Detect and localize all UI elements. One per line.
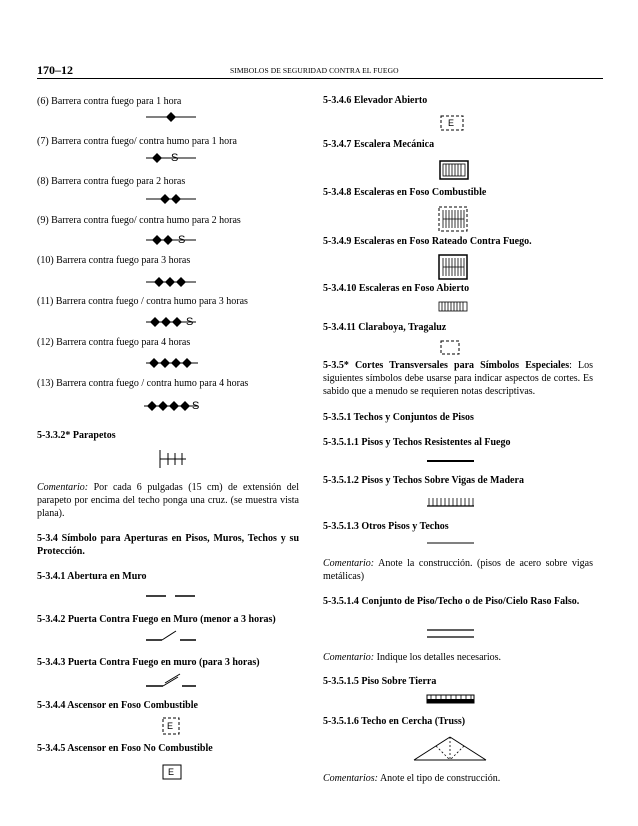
smoke-letter: S <box>186 316 194 328</box>
comment-text: Indique los detalles necesarios. <box>374 652 502 663</box>
comment-53516 <box>323 772 593 785</box>
item-5342: 5-3.4.2 Puerta Contra Fuego en Muro (menor a 3 horas) <box>37 614 276 625</box>
item-53515: 5-3.5.1.5 Piso Sobre Tierra <box>323 676 437 687</box>
comment-text: Anote la construcción. (pisos de acero sobre vigas metálicas) <box>323 558 593 582</box>
truss-roof-symbol <box>0 0 1 1</box>
page-number: 170–12 <box>37 63 73 77</box>
item-53511: 5-3.5.1.1 Pisos y Techos Resistentes al Fuego <box>323 437 511 448</box>
parapets-heading: 5-3.3.2* Parapetos <box>37 430 116 441</box>
item-53514: 5-3.5.1.4 Conjunto de Piso/Techo o de Piso/Cielo Raso Falso. <box>323 596 580 607</box>
item-53516: 5-3.5.1.6 Techo en Cercha (Truss) <box>323 716 466 727</box>
comment-text: Por cada 6 pulgadas (15 cm) de extensión del parapeto por encima del techo ponga una cruz. (se muestra vista plana). <box>37 482 299 519</box>
barrier-item-6: (6) Barrera contra fuego para 1 hora <box>37 96 182 107</box>
item-5341: 5-3.4.1 Abertura en Muro <box>37 571 147 582</box>
running-title: SIMBOLOS DE SEGURIDAD CONTRA EL FUEGO <box>230 66 399 75</box>
barrier-item-7: (7) Barrera contra fuego/ contra humo para 1 hora <box>37 136 237 147</box>
comment-label: Comentario: <box>323 558 375 569</box>
comment-label: Comentarios: <box>323 773 378 784</box>
item-5347: 5-3.4.7 Escalera Mecánica <box>323 139 435 150</box>
smoke-letter: S <box>171 152 179 164</box>
barrier-item-9: (9) Barrera contra fuego/ contra humo para 2 horas <box>37 215 241 226</box>
item-5344: 5-3.4.4 Ascensor en Foso Combustible <box>37 700 198 711</box>
barrier-item-13: (13) Barrera contra fuego / contra humo para 4 horas <box>37 378 249 389</box>
comment-53514 <box>323 651 593 664</box>
item-53513: 5-3.5.1.3 Otros Pisos y Techos <box>323 521 449 532</box>
parapets-comment <box>37 481 299 520</box>
item-5351: 5-3.5.1 Techos y Conjuntos de Pisos <box>323 412 474 423</box>
comment-label: Comentario: <box>37 482 89 493</box>
elevator-letter: E <box>167 721 174 731</box>
comment-53513 <box>323 557 593 583</box>
barrier-item-8: (8) Barrera contra fuego para 2 horas <box>37 176 186 187</box>
comment-label: Comentario: <box>323 652 375 663</box>
section-535-text: : Los siguientes símbolos debe usarse para indicar aspectos de cortes. Es sabido que a menudo se requieren notas descriptivas. <box>323 360 593 397</box>
header-rule <box>37 78 603 79</box>
item-53512: 5-3.5.1.2 Pisos y Techos Sobre Vigas de Madera <box>323 475 524 486</box>
comment-text: Anote el tipo de construcción. <box>378 773 501 784</box>
barrier-item-12: (12) Barrera contra fuego para 4 horas <box>37 337 191 348</box>
elevator-letter: E <box>168 767 175 777</box>
smoke-letter: S <box>178 234 186 246</box>
item-5345: 5-3.4.5 Ascensor en Foso No Combustible <box>37 743 213 754</box>
item-5349: 5-3.4.9 Escaleras en Foso Rateado Contra Fuego. <box>323 236 532 247</box>
smoke-letter: S <box>192 400 200 412</box>
barrier-item-10: (10) Barrera contra fuego para 3 horas <box>37 255 191 266</box>
item-53411: 5-3.4.11 Claraboya, Tragaluz <box>323 322 447 333</box>
barrier-item-11: (11) Barrera contra fuego / contra humo para 3 horas <box>37 296 248 307</box>
item-53410: 5-3.4.10 Escaleras en Foso Abierto <box>323 283 470 294</box>
section-535-heading: 5-3.5* Cortes Transversales para Símbolos Especiales <box>323 360 570 371</box>
item-5343: 5-3.4.3 Puerta Contra Fuego en muro (para 3 horas) <box>37 657 260 668</box>
section-534-heading: 5-3.4 Símbolo para Aperturas en Pisos, Muros, Techos y su Protección. <box>37 533 299 557</box>
item-5348: 5-3.4.8 Escaleras en Foso Combustible <box>323 187 487 198</box>
item-5346: 5-3.4.6 Elevador Abierto <box>323 95 428 106</box>
elevator-letter: E <box>448 118 455 128</box>
section-535-paragraph <box>323 359 593 398</box>
